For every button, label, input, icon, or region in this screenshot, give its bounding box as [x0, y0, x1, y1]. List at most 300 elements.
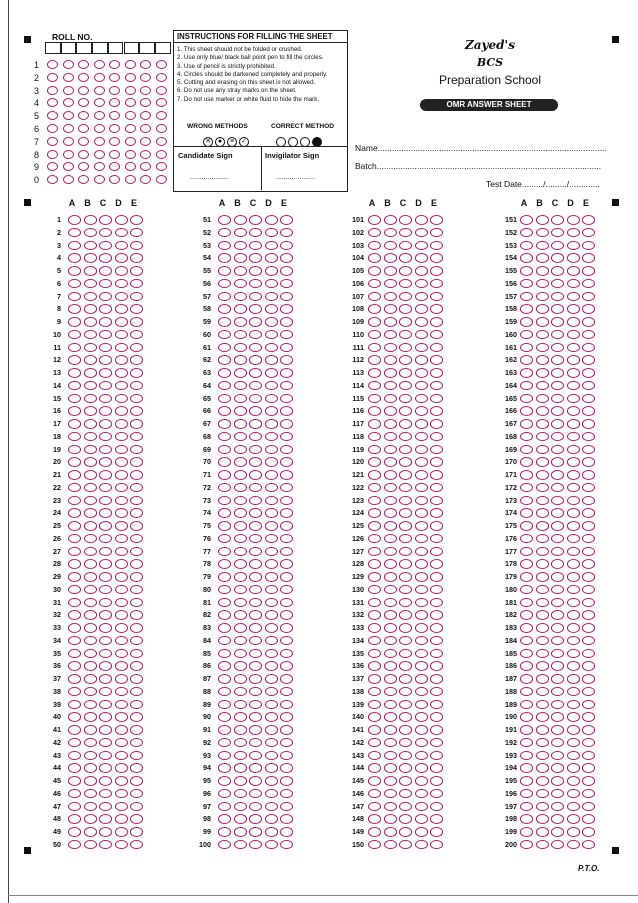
answer-bubble[interactable] — [84, 304, 97, 314]
answer-bubble[interactable] — [115, 496, 128, 506]
answer-bubble[interactable] — [68, 814, 81, 824]
answer-bubble[interactable] — [567, 457, 580, 467]
answer-bubble[interactable] — [218, 802, 231, 812]
answer-bubble[interactable] — [68, 623, 81, 633]
answer-bubble[interactable] — [399, 355, 412, 365]
answer-bubble[interactable] — [430, 661, 443, 671]
answer-bubble[interactable] — [130, 559, 143, 569]
answer-bubble[interactable] — [68, 827, 81, 837]
answer-bubble[interactable] — [399, 559, 412, 569]
answer-bubble[interactable] — [551, 228, 564, 238]
answer-bubble[interactable] — [430, 521, 443, 531]
answer-bubble[interactable] — [130, 534, 143, 544]
answer-bubble[interactable] — [68, 738, 81, 748]
answer-bubble[interactable] — [399, 253, 412, 263]
answer-bubble[interactable] — [265, 241, 278, 251]
answer-bubble[interactable] — [368, 355, 381, 365]
answer-bubble[interactable] — [415, 547, 428, 557]
answer-bubble[interactable] — [84, 636, 97, 646]
answer-bubble[interactable] — [218, 508, 231, 518]
answer-bubble[interactable] — [536, 496, 549, 506]
answer-bubble[interactable] — [130, 585, 143, 595]
answer-bubble[interactable] — [384, 406, 397, 416]
answer-bubble[interactable] — [384, 802, 397, 812]
answer-bubble[interactable] — [99, 534, 112, 544]
answer-bubble[interactable] — [368, 368, 381, 378]
answer-bubble[interactable] — [582, 802, 595, 812]
answer-bubble[interactable] — [384, 547, 397, 557]
answer-bubble[interactable] — [234, 814, 247, 824]
answer-bubble[interactable] — [368, 292, 381, 302]
answer-bubble[interactable] — [280, 279, 293, 289]
name-field[interactable]: Name................................................................................................. — [355, 143, 607, 153]
answer-bubble[interactable] — [399, 445, 412, 455]
answer-bubble[interactable] — [115, 266, 128, 276]
answer-bubble[interactable] — [536, 814, 549, 824]
answer-bubble[interactable] — [536, 840, 549, 850]
answer-bubble[interactable] — [234, 445, 247, 455]
answer-bubble[interactable] — [415, 279, 428, 289]
invigilator-sign-line[interactable]: .................... — [276, 174, 315, 181]
answer-bubble[interactable] — [582, 266, 595, 276]
answer-bubble[interactable] — [536, 432, 549, 442]
answer-bubble[interactable] — [130, 636, 143, 646]
answer-bubble[interactable] — [84, 266, 97, 276]
answer-bubble[interactable] — [68, 751, 81, 761]
answer-bubble[interactable] — [567, 827, 580, 837]
answer-bubble[interactable] — [567, 521, 580, 531]
answer-bubble[interactable] — [115, 457, 128, 467]
answer-bubble[interactable] — [218, 700, 231, 710]
answer-bubble[interactable] — [567, 700, 580, 710]
answer-bubble[interactable] — [249, 317, 262, 327]
answer-bubble[interactable] — [234, 623, 247, 633]
answer-bubble[interactable] — [84, 751, 97, 761]
answer-bubble[interactable] — [430, 572, 443, 582]
answer-bubble[interactable] — [265, 381, 278, 391]
answer-bubble[interactable] — [280, 827, 293, 837]
answer-bubble[interactable] — [399, 317, 412, 327]
answer-bubble[interactable] — [218, 776, 231, 786]
answer-bubble[interactable] — [368, 470, 381, 480]
answer-bubble[interactable] — [430, 725, 443, 735]
answer-bubble[interactable] — [415, 789, 428, 799]
answer-bubble[interactable] — [265, 598, 278, 608]
answer-bubble[interactable] — [130, 483, 143, 493]
answer-bubble[interactable] — [99, 712, 112, 722]
answer-bubble[interactable] — [218, 394, 231, 404]
answer-bubble[interactable] — [130, 802, 143, 812]
answer-bubble[interactable] — [218, 738, 231, 748]
answer-bubble[interactable] — [368, 687, 381, 697]
answer-bubble[interactable] — [218, 725, 231, 735]
answer-bubble[interactable] — [84, 419, 97, 429]
answer-bubble[interactable] — [384, 508, 397, 518]
answer-bubble[interactable] — [567, 279, 580, 289]
answer-bubble[interactable] — [234, 483, 247, 493]
answer-bubble[interactable] — [265, 266, 278, 276]
answer-bubble[interactable] — [84, 840, 97, 850]
answer-bubble[interactable] — [68, 228, 81, 238]
answer-bubble[interactable] — [520, 266, 533, 276]
answer-bubble[interactable] — [249, 700, 262, 710]
answer-bubble[interactable] — [115, 470, 128, 480]
answer-bubble[interactable] — [249, 394, 262, 404]
answer-bubble[interactable] — [582, 725, 595, 735]
answer-bubble[interactable] — [551, 241, 564, 251]
answer-bubble[interactable] — [265, 547, 278, 557]
answer-bubble[interactable] — [520, 789, 533, 799]
answer-bubble[interactable] — [551, 585, 564, 595]
answer-bubble[interactable] — [130, 228, 143, 238]
answer-bubble[interactable] — [551, 470, 564, 480]
answer-bubble[interactable] — [399, 483, 412, 493]
answer-bubble[interactable] — [430, 840, 443, 850]
answer-bubble[interactable] — [368, 789, 381, 799]
answer-bubble[interactable] — [430, 763, 443, 773]
answer-bubble[interactable] — [551, 598, 564, 608]
answer-bubble[interactable] — [582, 279, 595, 289]
answer-bubble[interactable] — [280, 432, 293, 442]
answer-bubble[interactable] — [551, 330, 564, 340]
answer-bubble[interactable] — [115, 763, 128, 773]
answer-bubble[interactable] — [249, 559, 262, 569]
answer-bubble[interactable] — [115, 725, 128, 735]
answer-bubble[interactable] — [536, 598, 549, 608]
answer-bubble[interactable] — [68, 266, 81, 276]
answer-bubble[interactable] — [218, 457, 231, 467]
answer-bubble[interactable] — [399, 521, 412, 531]
answer-bubble[interactable] — [115, 508, 128, 518]
answer-bubble[interactable] — [68, 598, 81, 608]
answer-bubble[interactable] — [115, 521, 128, 531]
answer-bubble[interactable] — [99, 725, 112, 735]
answer-bubble[interactable] — [99, 419, 112, 429]
answer-bubble[interactable] — [399, 266, 412, 276]
answer-bubble[interactable] — [567, 406, 580, 416]
answer-bubble[interactable] — [582, 406, 595, 416]
answer-bubble[interactable] — [399, 406, 412, 416]
answer-bubble[interactable] — [520, 700, 533, 710]
answer-bubble[interactable] — [265, 789, 278, 799]
answer-bubble[interactable] — [249, 470, 262, 480]
answer-bubble[interactable] — [115, 598, 128, 608]
answer-bubble[interactable] — [84, 700, 97, 710]
answer-bubble[interactable] — [115, 215, 128, 225]
answer-bubble[interactable] — [234, 521, 247, 531]
answer-bubble[interactable] — [130, 266, 143, 276]
answer-bubble[interactable] — [68, 419, 81, 429]
answer-bubble[interactable] — [368, 649, 381, 659]
answer-bubble[interactable] — [567, 266, 580, 276]
answer-bubble[interactable] — [582, 559, 595, 569]
answer-bubble[interactable] — [399, 496, 412, 506]
answer-bubble[interactable] — [218, 751, 231, 761]
answer-bubble[interactable] — [551, 381, 564, 391]
answer-bubble[interactable] — [115, 534, 128, 544]
answer-bubble[interactable] — [567, 738, 580, 748]
answer-bubble[interactable] — [99, 317, 112, 327]
answer-bubble[interactable] — [567, 559, 580, 569]
answer-bubble[interactable] — [68, 789, 81, 799]
answer-bubble[interactable] — [520, 598, 533, 608]
answer-bubble[interactable] — [520, 394, 533, 404]
answer-bubble[interactable] — [280, 840, 293, 850]
answer-bubble[interactable] — [384, 445, 397, 455]
answer-bubble[interactable] — [218, 547, 231, 557]
answer-bubble[interactable] — [415, 738, 428, 748]
answer-bubble[interactable] — [249, 649, 262, 659]
answer-bubble[interactable] — [415, 394, 428, 404]
answer-bubble[interactable] — [368, 253, 381, 263]
answer-bubble[interactable] — [280, 751, 293, 761]
answer-bubble[interactable] — [415, 406, 428, 416]
answer-bubble[interactable] — [399, 789, 412, 799]
answer-bubble[interactable] — [536, 649, 549, 659]
answer-bubble[interactable] — [384, 470, 397, 480]
answer-bubble[interactable] — [249, 279, 262, 289]
answer-bubble[interactable] — [430, 700, 443, 710]
answer-bubble[interactable] — [536, 508, 549, 518]
candidate-sign-line[interactable]: .................... — [190, 174, 229, 181]
answer-bubble[interactable] — [218, 687, 231, 697]
answer-bubble[interactable] — [249, 547, 262, 557]
answer-bubble[interactable] — [551, 572, 564, 582]
answer-bubble[interactable] — [68, 521, 81, 531]
answer-bubble[interactable] — [415, 585, 428, 595]
answer-bubble[interactable] — [567, 598, 580, 608]
answer-bubble[interactable] — [551, 521, 564, 531]
answer-bubble[interactable] — [582, 534, 595, 544]
answer-bubble[interactable] — [567, 508, 580, 518]
answer-bubble[interactable] — [536, 483, 549, 493]
answer-bubble[interactable] — [399, 585, 412, 595]
answer-bubble[interactable] — [399, 470, 412, 480]
answer-bubble[interactable] — [399, 738, 412, 748]
answer-bubble[interactable] — [218, 215, 231, 225]
answer-bubble[interactable] — [280, 572, 293, 582]
answer-bubble[interactable] — [551, 368, 564, 378]
answer-bubble[interactable] — [582, 432, 595, 442]
answer-bubble[interactable] — [430, 457, 443, 467]
answer-bubble[interactable] — [249, 343, 262, 353]
answer-bubble[interactable] — [265, 419, 278, 429]
answer-bubble[interactable] — [384, 610, 397, 620]
answer-bubble[interactable] — [234, 598, 247, 608]
answer-bubble[interactable] — [415, 725, 428, 735]
answer-bubble[interactable] — [520, 725, 533, 735]
answer-bubble[interactable] — [430, 738, 443, 748]
answer-bubble[interactable] — [265, 432, 278, 442]
answer-bubble[interactable] — [430, 279, 443, 289]
answer-bubble[interactable] — [249, 763, 262, 773]
answer-bubble[interactable] — [520, 483, 533, 493]
answer-bubble[interactable] — [582, 751, 595, 761]
answer-bubble[interactable] — [384, 381, 397, 391]
answer-bubble[interactable] — [115, 840, 128, 850]
answer-bubble[interactable] — [68, 674, 81, 684]
answer-bubble[interactable] — [582, 827, 595, 837]
answer-bubble[interactable] — [130, 840, 143, 850]
answer-bubble[interactable] — [234, 419, 247, 429]
answer-bubble[interactable] — [567, 253, 580, 263]
answer-bubble[interactable] — [582, 368, 595, 378]
answer-bubble[interactable] — [249, 534, 262, 544]
answer-bubble[interactable] — [84, 802, 97, 812]
answer-bubble[interactable] — [130, 814, 143, 824]
answer-bubble[interactable] — [265, 406, 278, 416]
answer-bubble[interactable] — [84, 215, 97, 225]
answer-bubble[interactable] — [99, 483, 112, 493]
answer-bubble[interactable] — [430, 508, 443, 518]
answer-bubble[interactable] — [551, 789, 564, 799]
answer-bubble[interactable] — [218, 304, 231, 314]
answer-bubble[interactable] — [234, 368, 247, 378]
answer-bubble[interactable] — [520, 763, 533, 773]
answer-bubble[interactable] — [84, 623, 97, 633]
answer-bubble[interactable] — [536, 241, 549, 251]
answer-bubble[interactable] — [130, 419, 143, 429]
answer-bubble[interactable] — [384, 343, 397, 353]
answer-bubble[interactable] — [430, 814, 443, 824]
answer-bubble[interactable] — [130, 610, 143, 620]
answer-bubble[interactable] — [218, 534, 231, 544]
answer-bubble[interactable] — [415, 534, 428, 544]
answer-bubble[interactable] — [265, 330, 278, 340]
answer-bubble[interactable] — [218, 406, 231, 416]
answer-bubble[interactable] — [265, 394, 278, 404]
answer-bubble[interactable] — [234, 304, 247, 314]
answer-bubble[interactable] — [399, 814, 412, 824]
answer-bubble[interactable] — [520, 802, 533, 812]
answer-bubble[interactable] — [415, 521, 428, 531]
answer-bubble[interactable] — [567, 610, 580, 620]
answer-bubble[interactable] — [115, 712, 128, 722]
answer-bubble[interactable] — [368, 304, 381, 314]
answer-bubble[interactable] — [84, 470, 97, 480]
answer-bubble[interactable] — [551, 343, 564, 353]
answer-bubble[interactable] — [265, 521, 278, 531]
answer-bubble[interactable] — [582, 789, 595, 799]
answer-bubble[interactable] — [368, 814, 381, 824]
answer-bubble[interactable] — [130, 572, 143, 582]
answer-bubble[interactable] — [249, 687, 262, 697]
answer-bubble[interactable] — [368, 445, 381, 455]
answer-bubble[interactable] — [280, 687, 293, 697]
answer-bubble[interactable] — [265, 636, 278, 646]
answer-bubble[interactable] — [368, 317, 381, 327]
answer-bubble[interactable] — [520, 827, 533, 837]
answer-bubble[interactable] — [218, 419, 231, 429]
answer-bubble[interactable] — [99, 802, 112, 812]
answer-bubble[interactable] — [520, 547, 533, 557]
answer-bubble[interactable] — [130, 751, 143, 761]
answer-bubble[interactable] — [99, 789, 112, 799]
answer-bubble[interactable] — [84, 827, 97, 837]
answer-bubble[interactable] — [567, 343, 580, 353]
answer-bubble[interactable] — [536, 547, 549, 557]
answer-bubble[interactable] — [115, 572, 128, 582]
answer-bubble[interactable] — [84, 559, 97, 569]
answer-bubble[interactable] — [234, 789, 247, 799]
answer-bubble[interactable] — [415, 355, 428, 365]
answer-bubble[interactable] — [415, 623, 428, 633]
answer-bubble[interactable] — [384, 330, 397, 340]
answer-bubble[interactable] — [567, 840, 580, 850]
answer-bubble[interactable] — [68, 610, 81, 620]
answer-bubble[interactable] — [430, 253, 443, 263]
answer-bubble[interactable] — [99, 610, 112, 620]
answer-bubble[interactable] — [280, 266, 293, 276]
answer-bubble[interactable] — [130, 292, 143, 302]
answer-bubble[interactable] — [68, 406, 81, 416]
answer-bubble[interactable] — [280, 215, 293, 225]
answer-bubble[interactable] — [567, 636, 580, 646]
answer-bubble[interactable] — [430, 317, 443, 327]
answer-bubble[interactable] — [582, 215, 595, 225]
answer-bubble[interactable] — [84, 241, 97, 251]
answer-bubble[interactable] — [368, 381, 381, 391]
answer-bubble[interactable] — [99, 636, 112, 646]
answer-bubble[interactable] — [567, 330, 580, 340]
answer-bubble[interactable] — [551, 610, 564, 620]
answer-bubble[interactable] — [582, 738, 595, 748]
answer-bubble[interactable] — [536, 228, 549, 238]
answer-bubble[interactable] — [234, 738, 247, 748]
answer-bubble[interactable] — [280, 521, 293, 531]
answer-bubble[interactable] — [130, 355, 143, 365]
answer-bubble[interactable] — [551, 623, 564, 633]
answer-bubble[interactable] — [582, 355, 595, 365]
answer-bubble[interactable] — [368, 700, 381, 710]
answer-bubble[interactable] — [368, 802, 381, 812]
answer-bubble[interactable] — [99, 700, 112, 710]
answer-bubble[interactable] — [520, 776, 533, 786]
answer-bubble[interactable] — [84, 534, 97, 544]
answer-bubble[interactable] — [384, 674, 397, 684]
answer-bubble[interactable] — [551, 700, 564, 710]
answer-bubble[interactable] — [551, 814, 564, 824]
answer-bubble[interactable] — [520, 368, 533, 378]
answer-bubble[interactable] — [399, 827, 412, 837]
answer-bubble[interactable] — [399, 419, 412, 429]
answer-bubble[interactable] — [368, 547, 381, 557]
answer-bubble[interactable] — [265, 649, 278, 659]
answer-bubble[interactable] — [384, 687, 397, 697]
answer-bubble[interactable] — [84, 253, 97, 263]
answer-bubble[interactable] — [520, 636, 533, 646]
answer-bubble[interactable] — [280, 496, 293, 506]
answer-bubble[interactable] — [249, 368, 262, 378]
answer-bubble[interactable] — [399, 661, 412, 671]
answer-bubble[interactable] — [582, 572, 595, 582]
answer-bubble[interactable] — [520, 521, 533, 531]
answer-bubble[interactable] — [99, 687, 112, 697]
answer-bubble[interactable] — [115, 432, 128, 442]
answer-bubble[interactable] — [68, 802, 81, 812]
answer-bubble[interactable] — [234, 674, 247, 684]
answer-bubble[interactable] — [430, 304, 443, 314]
answer-bubble[interactable] — [84, 483, 97, 493]
answer-bubble[interactable] — [249, 840, 262, 850]
answer-bubble[interactable] — [536, 725, 549, 735]
answer-bubble[interactable] — [567, 292, 580, 302]
answer-bubble[interactable] — [384, 623, 397, 633]
answer-bubble[interactable] — [68, 725, 81, 735]
answer-bubble[interactable] — [551, 292, 564, 302]
answer-bubble[interactable] — [280, 547, 293, 557]
answer-bubble[interactable] — [265, 559, 278, 569]
